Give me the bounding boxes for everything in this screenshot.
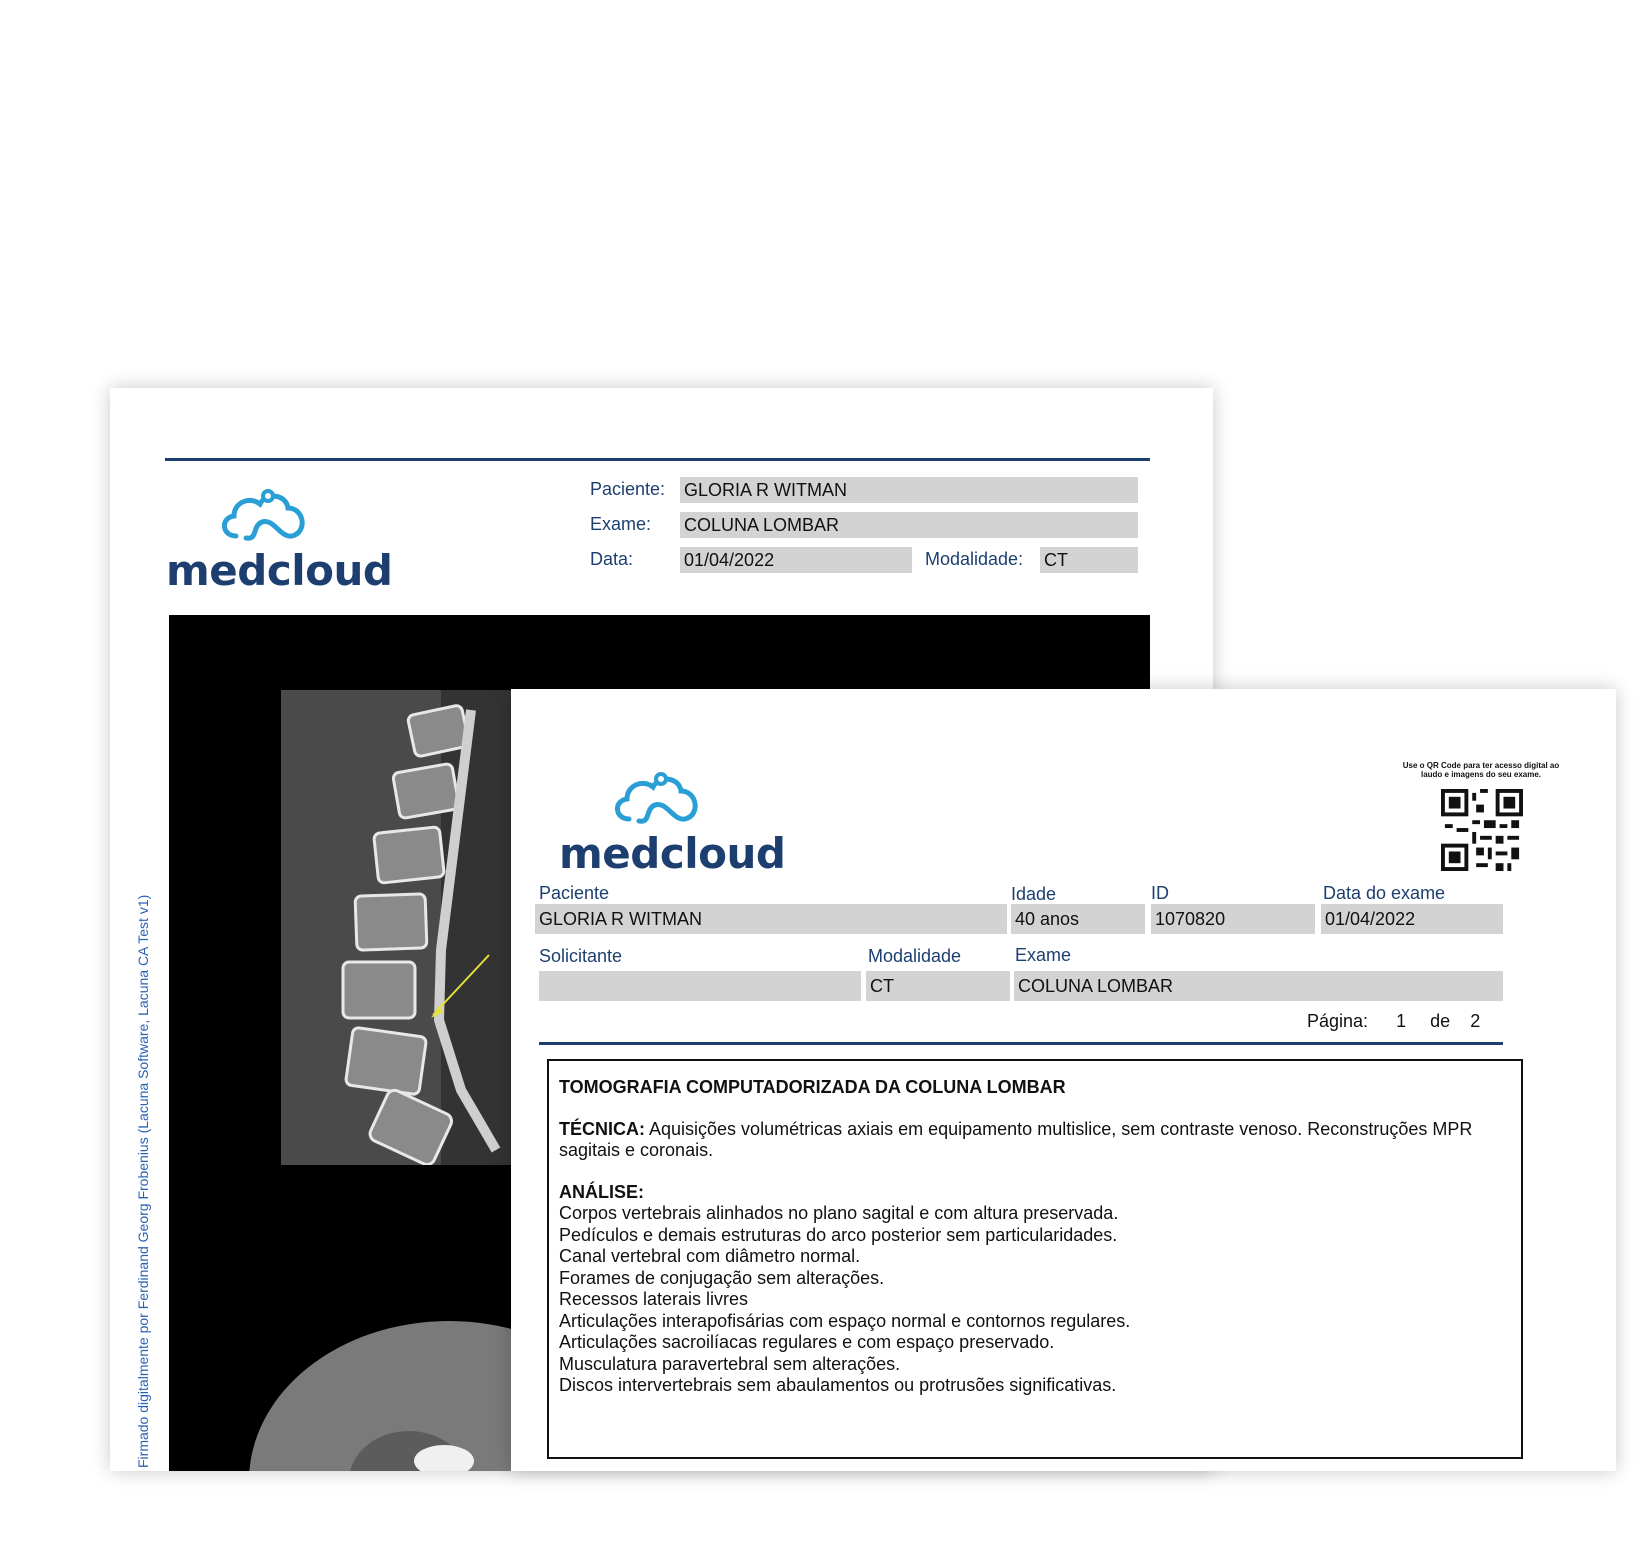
qr-code-icon <box>1441 789 1523 871</box>
exam-date-value: 01/04/2022 <box>1321 904 1503 934</box>
finding-line: Pedículos e demais estruturas do arco posterior sem particularidades. <box>559 1224 1118 1245</box>
technique-text: Aquisições volumétricas axiais em equipamento multislice, sem contraste venoso. Reconstruções MPR sagitais e coronais. <box>559 1118 1473 1160</box>
modality-label: Modalidade: <box>925 549 1024 569</box>
patient-value: GLORIA R WITMAN <box>535 904 1007 934</box>
date-label: Data: <box>590 549 634 569</box>
technique-section <box>559 1119 1511 1162</box>
patient-label: Paciente <box>539 883 610 903</box>
finding-line: Musculatura paravertebral sem alterações. <box>559 1353 901 1374</box>
requester-value <box>539 971 861 1001</box>
page-total: 2 <box>1470 1011 1481 1031</box>
report-title: TOMOGRAFIA COMPUTADORIZADA DA COLUNA LOMBAR <box>559 1077 1066 1097</box>
header-rule <box>165 458 1150 461</box>
pagination <box>1307 1011 1480 1032</box>
modality-label: Modalidade <box>868 946 962 966</box>
modality-value: CT <box>866 971 1010 1001</box>
page-label: Página: <box>1307 1011 1369 1031</box>
digital-signature-note: Firmado digitalmente por Ferdinand Georg Frobenius (Lacuna Software, Lacuna CA Test v1) <box>135 894 151 1468</box>
axial-ct-image <box>209 1271 539 1471</box>
patient-value: GLORIA R WITMAN <box>680 477 1138 503</box>
id-value: 1070820 <box>1151 904 1315 934</box>
report-body <box>547 1059 1523 1459</box>
header-rule <box>539 1042 1503 1045</box>
finding-line: Articulações sacroilíacas regulares e com espaço preservado. <box>559 1332 1055 1352</box>
age-label: Idade <box>1011 884 1057 904</box>
medcloud-logo <box>559 771 786 881</box>
finding-line: Corpos vertebrais alinhados no plano sagital e com altura preservada. <box>559 1203 1119 1223</box>
id-label: ID <box>1151 883 1169 903</box>
sagittal-spine-image <box>281 690 511 1165</box>
exam-date-label: Data do exame <box>1323 883 1446 903</box>
finding-line: Canal vertebral com diâmetro normal. <box>559 1246 861 1266</box>
report-front-page <box>511 689 1616 1471</box>
exam-label: Exame <box>1015 945 1072 965</box>
brand-name: medcloud <box>559 829 786 878</box>
analysis-section <box>559 1182 1511 1397</box>
qr-caption: Use o QR Code para ter acesso digital ao laudo e imagens do seu exame. <box>1402 761 1560 779</box>
technique-heading: TÉCNICA: <box>559 1118 645 1139</box>
analysis-heading: ANÁLISE: <box>559 1181 644 1202</box>
exam-value: COLUNA LOMBAR <box>680 512 1138 538</box>
exam-label: Exame: <box>590 514 652 534</box>
requester-label: Solicitante <box>539 946 623 966</box>
page-current: 1 <box>1396 1011 1407 1031</box>
cloud-logo-icon <box>216 488 316 548</box>
cloud-logo-icon <box>609 771 709 831</box>
page-sep: de <box>1430 1011 1451 1031</box>
medcloud-logo <box>166 488 393 598</box>
modality-value: CT <box>1040 547 1138 573</box>
finding-line: Discos intervertebrais sem abaulamentos ou protrusões significativas. <box>559 1375 1117 1395</box>
age-value: 40 anos <box>1011 904 1145 934</box>
finding-line: Forames de conjugação sem alterações. <box>559 1267 885 1288</box>
brand-name: medcloud <box>166 546 393 595</box>
date-value: 01/04/2022 <box>680 547 912 573</box>
finding-line: Articulações interapofisárias com espaço normal e contornos regulares. <box>559 1310 1131 1331</box>
finding-line: Recessos laterais livres <box>559 1289 749 1309</box>
patient-label: Paciente: <box>590 479 666 499</box>
exam-value: COLUNA LOMBAR <box>1014 971 1503 1001</box>
